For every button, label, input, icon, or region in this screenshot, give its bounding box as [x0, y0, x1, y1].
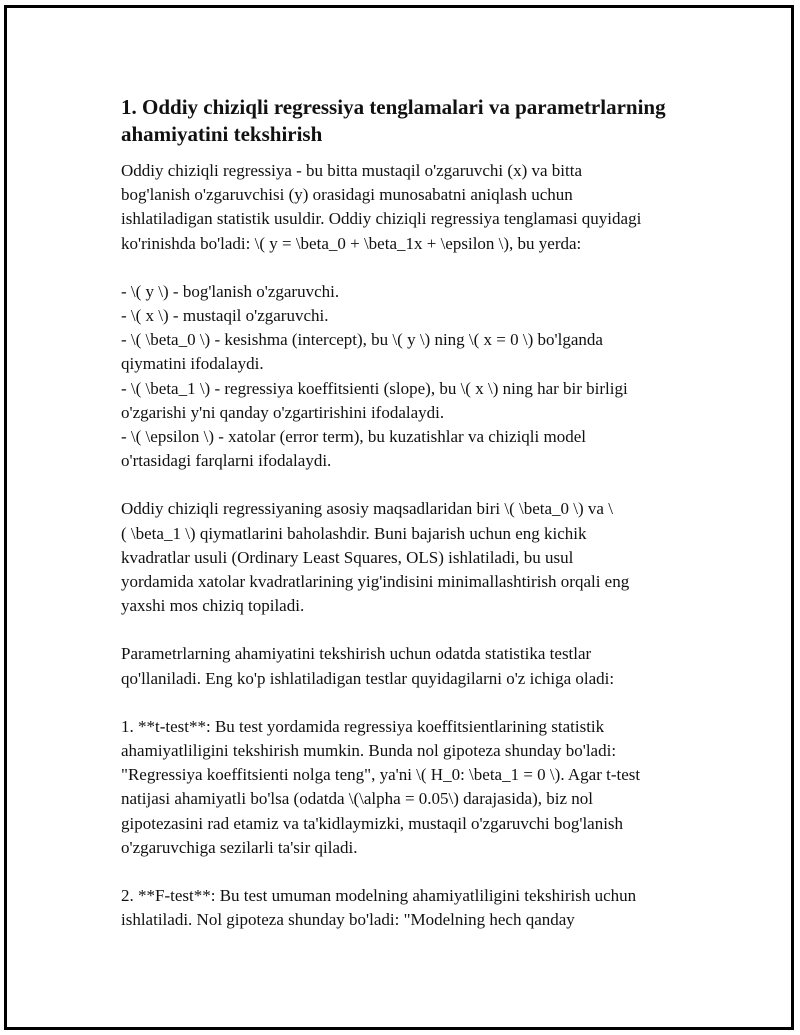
heading-line: ahamiyatini tekshirish: [121, 122, 323, 146]
definition-line: o'rtasidagi farqlarni ifodalaydi.: [121, 451, 332, 471]
f-test-paragraph: [121, 884, 681, 932]
text-line: Parametrlarning ahamiyatini tekshirish uchun odatda statistika testlar: [121, 644, 592, 664]
text-line: qo'llaniladi. Eng ko'p ishlatiladigan testlar quyidagilarni o'z ichiga oladi:: [121, 668, 615, 688]
document-page: [4, 5, 794, 1030]
definition-line: - \( y \) - bog'lanish o'zgaruvchi.: [121, 281, 340, 301]
intro-paragraph: [121, 159, 681, 256]
text-line: 2. **F-test**: Bu test umuman modelning ahamiyatliligini tekshirish uchun: [121, 886, 637, 906]
text-line: ishlatiladigan statistik usuldir. Oddiy chiziqli regressiya tenglamasi quyidagi: [121, 209, 642, 229]
significance-paragraph: [121, 642, 681, 690]
text-line: yaxshi mos chiziq topiladi.: [121, 596, 305, 616]
text-line: o'zgaruvchiga sezilarli ta'sir qiladi.: [121, 837, 358, 857]
definition-line: - \( x \) - mustaqil o'zgaruvchi.: [121, 306, 329, 326]
ols-paragraph: [121, 497, 681, 618]
heading-line: 1. Oddiy chiziqli regressiya tenglamalari va parametrlarning: [121, 95, 666, 119]
text-line: ahamiyatliligini tekshirish mumkin. Bunda nol gipoteza shunday bo'ladi:: [121, 741, 617, 761]
text-line: Oddiy chiziqli regressiya - bu bitta mustaqil o'zgaruvchi (x) va bitta: [121, 161, 582, 180]
text-line: ko'rinishda bo'ladi: \( y = \beta_0 + \beta_1x + \epsilon \), bu yerda:: [121, 233, 582, 253]
text-line: ishlatiladi. Nol gipoteza shunday bo'ladi: "Modelning hech qanday: [121, 910, 575, 930]
text-line: ( \beta_1 \) qiymatlarini baholashdir. Buni bajarish uchun eng kichik: [121, 523, 587, 543]
text-line: gipotezasini rad etamiz va ta'kidlaymizki, mustaqil o'zgaruvchi bog'lanish: [121, 813, 624, 833]
text-line: kvadratlar usuli (Ordinary Least Squares, OLS) ishlatiladi, bu usul: [121, 547, 574, 567]
text-line: natijasi ahamiyatli bo'lsa (odatda \(\alpha = 0.05\) darajasida), biz nol: [121, 789, 593, 809]
document-content: [121, 94, 681, 932]
definition-line: - \( \beta_1 \) - regressiya koeffitsienti (slope), bu \( x \) ning har bir birligi: [121, 378, 628, 398]
definition-line: qiymatini ifodalaydi.: [121, 354, 264, 374]
definition-line: - \( \epsilon \) - xatolar (error term), bu kuzatishlar va chiziqli model: [121, 427, 586, 447]
section-heading: [121, 94, 681, 148]
text-line: Oddiy chiziqli regressiyaning asosiy maqsadlaridan biri \( \beta_0 \) va \: [121, 499, 613, 519]
text-line: 1. **t-test**: Bu test yordamida regressiya koeffitsientlarining statistik: [121, 716, 605, 736]
text-line: "Regressiya koeffitsienti nolga teng", ya'ni \( H_0: \beta_1 = 0 \). Agar t-test: [121, 765, 641, 785]
text-line: bog'lanish o'zgaruvchisi (y) orasidagi munosabatni aniqlash uchun: [121, 185, 573, 205]
definitions-list: [121, 280, 681, 474]
definition-line: - \( \beta_0 \) - kesishma (intercept), bu \( y \) ning \( x = 0 \) bo'lganda: [121, 330, 603, 350]
t-test-paragraph: [121, 715, 681, 860]
definition-line: o'zgarishi y'ni qanday o'zgartirishini ifodalaydi.: [121, 402, 445, 422]
text-line: yordamida xatolar kvadratlarining yig'indisini minimallashtirish orqali eng: [121, 572, 630, 592]
